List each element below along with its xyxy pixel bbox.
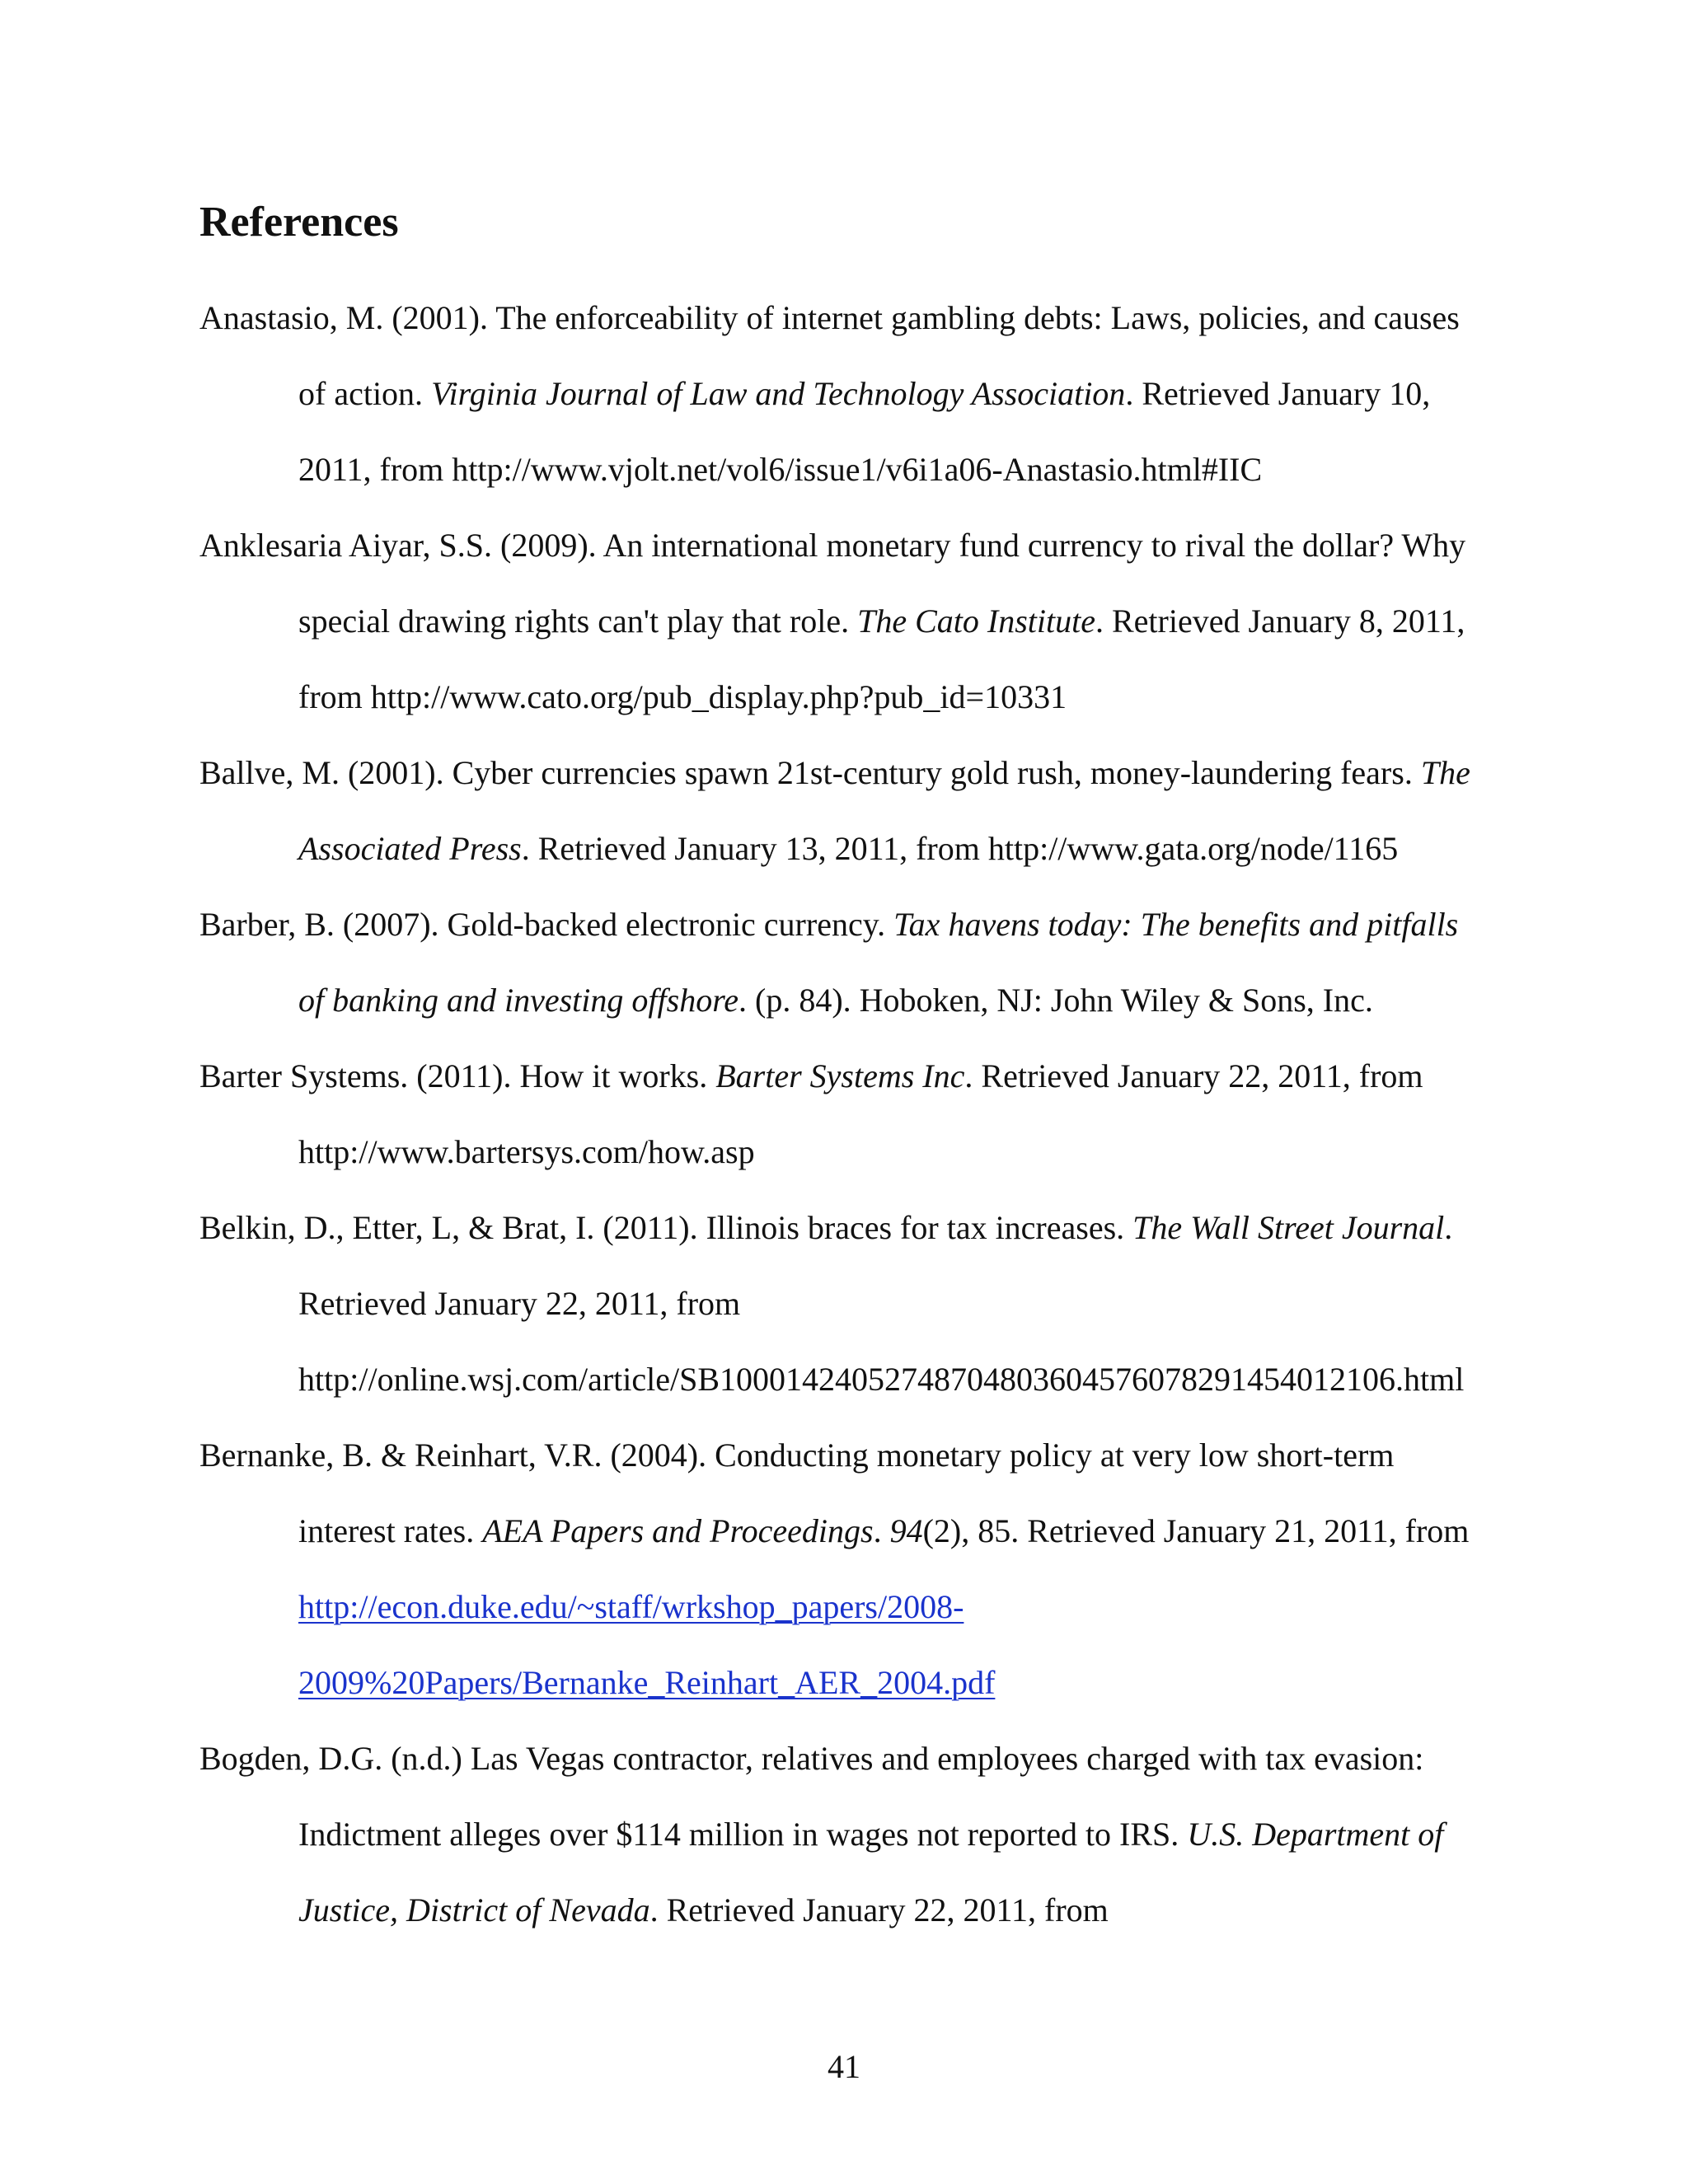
bernanke-pdf-link-part-1[interactable]: http://econ.duke.edu/~staff/wrkshop_papers/2008- xyxy=(298,1588,964,1625)
reference-barber-line-1: Barber, B. (2007). Gold-backed electronic currency. Tax havens today: The benefits and pitfalls xyxy=(199,906,1459,943)
reference-anastasio-line-1: Anastasio, M. (2001). The enforceability of internet gambling debts: Laws, policies, and causes xyxy=(199,299,1460,336)
page-number: 41 xyxy=(828,2048,860,2085)
reference-bogden-line-3: Justice, District of Nevada. Retrieved January 22, 2011, from xyxy=(298,1891,1109,1929)
reference-anastasio-line-2: of action. Virginia Journal of Law and Technology Association. Retrieved January 10, xyxy=(298,375,1431,412)
reference-bogden-line-1: Bogden, D.G. (n.d.) Las Vegas contractor, relatives and employees charged with tax evasion: xyxy=(199,1740,1424,1777)
reference-bernanke-line-2: interest rates. AEA Papers and Proceedings. 94(2), 85. Retrieved January 21, 2011, from xyxy=(298,1512,1470,1549)
bernanke-pdf-link-part-2[interactable]: 2009%20Papers/Bernanke_Reinhart_AER_2004.pdf xyxy=(298,1664,996,1701)
reference-barber-line-2: of banking and investing offshore. (p. 84). Hoboken, NJ: John Wiley & Sons, Inc. xyxy=(298,982,1373,1019)
reference-belkin-line-2: Retrieved January 22, 2011, from xyxy=(298,1285,741,1322)
reference-barter-systems-line-1: Barter Systems. (2011). How it works. Barter Systems Inc. Retrieved January 22, 2011, from xyxy=(199,1057,1423,1094)
reference-bogden-line-2: Indictment alleges over $114 million in wages not reported to IRS. U.S. Department of xyxy=(298,1816,1444,1853)
reference-ballve-line-1: Ballve, M. (2001). Cyber currencies spawn 21st-century gold rush, money-laundering fears. The xyxy=(199,754,1470,791)
reference-belkin-line-1: Belkin, D., Etter, L, & Brat, I. (2011). Illinois braces for tax increases. The Wall Street Journal. xyxy=(199,1209,1453,1246)
reference-bernanke-line-1: Bernanke, B. & Reinhart, V.R. (2004). Conducting monetary policy at very low short-term xyxy=(199,1436,1395,1474)
reference-bernanke-line-3 xyxy=(298,1587,964,1627)
page-title: References xyxy=(199,199,399,246)
reference-aiyar-line-2: special drawing rights can't play that role. The Cato Institute. Retrieved January 8, 2011, xyxy=(298,602,1465,640)
reference-ballve-line-2: Associated Press. Retrieved January 13, 2011, from http://www.gata.org/node/1165 xyxy=(298,830,1399,867)
reference-bernanke-line-4 xyxy=(298,1663,995,1703)
reference-belkin-line-3: http://online.wsj.com/article/SB10001424052748704803604576078291454012106.html xyxy=(298,1361,1465,1398)
reference-aiyar-line-1: Anklesaria Aiyar, S.S. (2009). An international monetary fund currency to rival the dollar? Why xyxy=(199,527,1466,564)
reference-aiyar-line-3: from http://www.cato.org/pub_display.php?pub_id=10331 xyxy=(298,678,1067,715)
reference-anastasio-line-3: 2011, from http://www.vjolt.net/vol6/issue1/v6i1a06-Anastasio.html#IIC xyxy=(298,451,1263,488)
reference-barter-systems-line-2: http://www.bartersys.com/how.asp xyxy=(298,1133,755,1170)
